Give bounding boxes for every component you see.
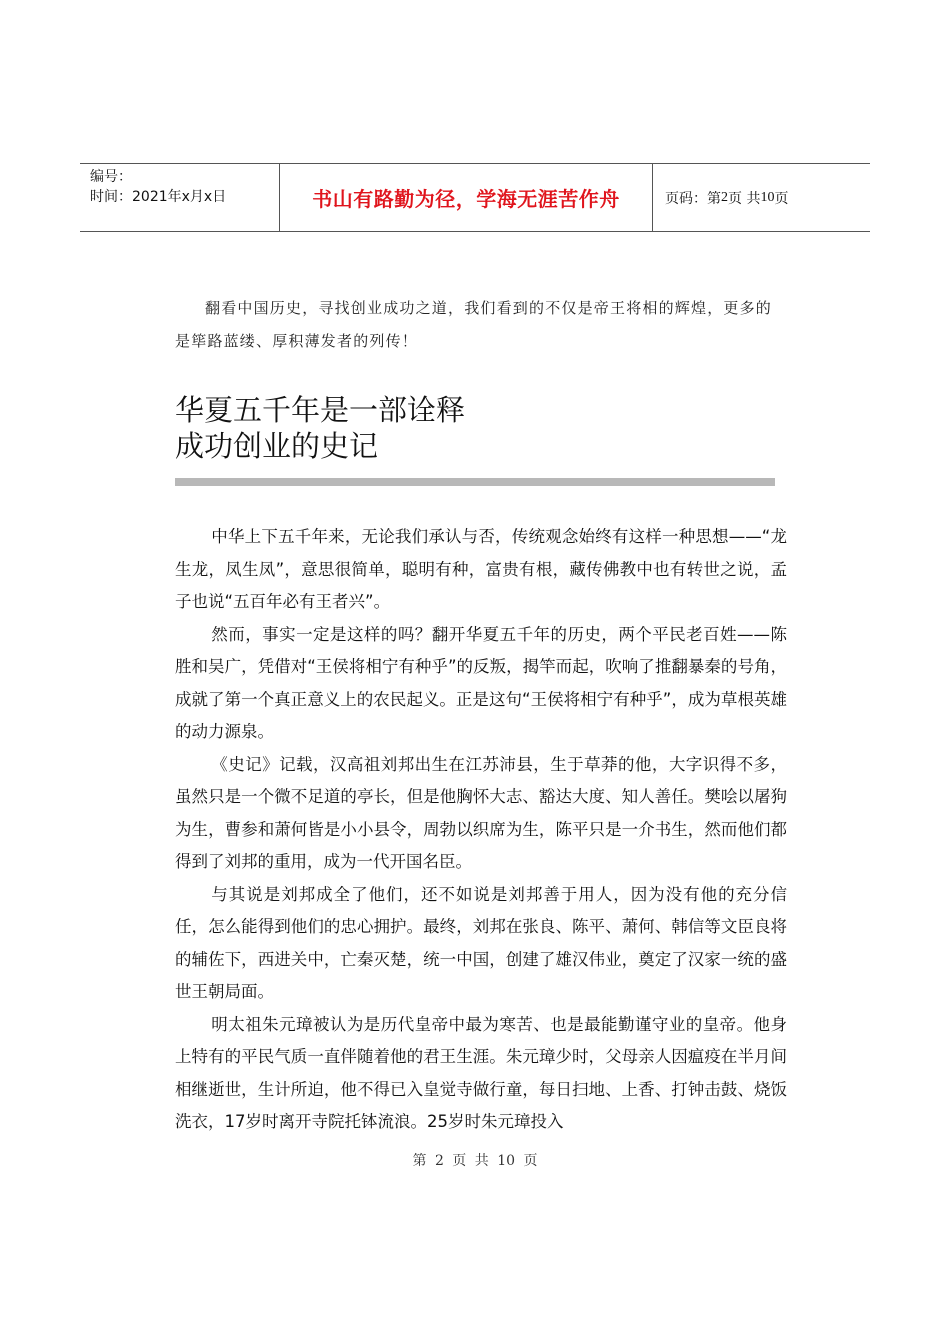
title-divider [175, 478, 775, 486]
body-paragraph: 《史记》记载，汉高祖刘邦出生在江苏沛县，生于草莽的他，大字识得不多，虽然只是一个微不足道的亭长，但是他胸怀大志、豁达大度、知人善任。樊哙以屠狗为生，曹参和萧何皆是小小县令，周勃以织席为生，陈平只是一介书生，然而他们都得到了刘邦的重用，成为一代开国名臣。 [175, 754, 787, 871]
section-title [175, 392, 465, 464]
section-title-line-2: 成功创业的史记 [175, 429, 379, 463]
body-paragraph: 然而，事实一定是这样的吗？翻开华夏五千年的历史，两个平民老百姓——陈胜和吴广，凭借对“王侯将相宁有种乎”的反叛，揭竿而起，吹响了推翻暴秦的号角，成就了第一个真正意义上的农民起义。正是这句“王侯将相宁有种乎”，成为草根英雄的动力源泉。 [175, 624, 787, 741]
page-header [80, 163, 870, 232]
page-current: 2 [721, 189, 728, 205]
document-number-label: 编号： [90, 169, 132, 185]
page-footer: 第 2 页 共 10 页 [412, 1153, 538, 1169]
body-paragraph: 与其说是刘邦成全了他们，还不如说是刘邦善于用人，因为没有他的充分信任，怎么能得到他们的忠心拥护。最终，刘邦在张良、陈平、萧何、韩信等文臣良将的辅佐下，西进关中，亡秦灭楚，统一中国，创建了雄汉伟业，奠定了汉家一统的盛世王朝局面。 [175, 884, 787, 1001]
body-paragraph: 中华上下五千年来，无论我们承认与否，传统观念始终有这样一种思想——“龙生龙，凤生凤”，意思很简单，聪明有种，富贵有根，藏传佛教中也有转世之说，孟子也说“五百年必有王者兴”。 [175, 527, 787, 611]
page-suffix: 页 [774, 190, 789, 207]
document-time-label: 时间：2021年x月x日 [90, 189, 227, 205]
section-title-line-1: 华夏五千年是一部诠释 [175, 393, 466, 427]
body-paragraph: 明太祖朱元璋被认为是历代皇帝中最为寒苦、也是最能勤谨守业的皇帝。他身上特有的平民气质一直伴随着他的君王生涯。朱元璋少时，父母亲人因瘟疫在半月间相继逝世，生计所迫，他不得已入皇觉寺做行童，每日扫地、上香、打钟击鼓、烧饭洗衣，17岁时离开寺院托钵流浪。25岁时朱元璋投入 [175, 1014, 787, 1131]
header-meta [80, 164, 280, 231]
intro-paragraph: 翻看中国历史，寻找创业成功之道，我们看到的不仅是帝王将相的辉煌，更多的是筚路蓝缕、厚积薄发者的列传！ [175, 299, 773, 350]
header-motto: 书山有路勤为径，学海无涯苦作舟 [280, 164, 653, 231]
page-prefix: 页码：第 [665, 190, 721, 207]
page-total: 10 [760, 189, 775, 205]
header-page-info [653, 164, 870, 231]
page-mid: 页 共 [728, 190, 761, 207]
article-body [175, 521, 787, 1139]
